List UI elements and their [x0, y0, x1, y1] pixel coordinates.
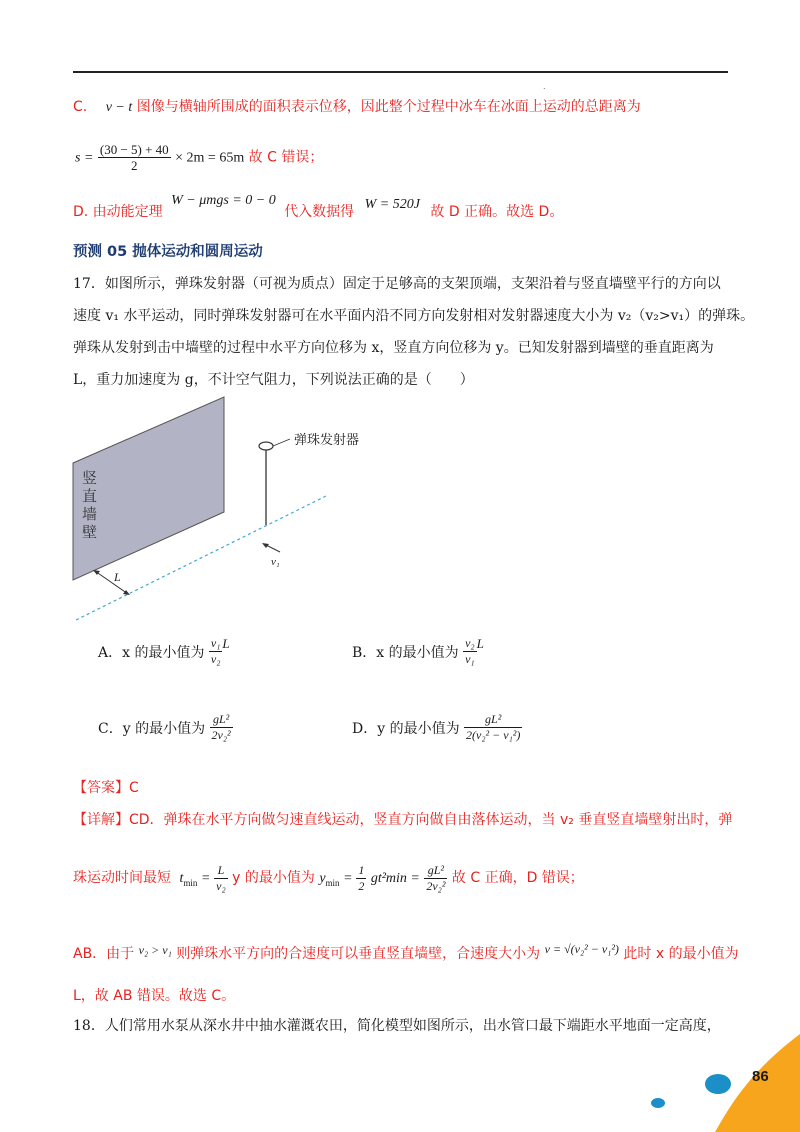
q17-line-2: 速度 v₁ 水平运动，同时弹珠发射器可在水平面内沿不同方向发射相对发射器速度大小为 v₂（v₂>v₁）的弹珠。 [73, 308, 755, 324]
option-b-num: v₂ [465, 636, 475, 650]
y-min-den: 2v₂² [426, 878, 446, 893]
q17-line-1: 17．如图所示，弹珠发射器（可视为质点）固定于足够高的支架顶端，支架沿着与竖直墙壁平行的方向以 [73, 276, 721, 292]
d-result: W = 520J [364, 197, 420, 212]
y-min-num: gL² [424, 863, 447, 879]
detail-line-3b: 则弹珠水平方向的合速度可以垂直竖直墙壁，合速度大小为 [176, 946, 541, 962]
q18-line-1: 18．人们常用水泵从深水井中抽水灌溉农田，简化模型如图所示，出水管口最下端距水平地面一定高度， [73, 1018, 721, 1034]
q17-line-4: L，重力加速度为 g，不计空气阻力，下列说法正确的是（ ） [73, 372, 474, 388]
q17-line-3: 弹珠从发射到击中墙壁的过程中水平方向位移为 x，竖直方向位移为 y。已知发射器到墙壁的垂直距离为 [73, 340, 714, 356]
footer-decoration [620, 1030, 800, 1132]
y-half-num: 1 [358, 862, 365, 877]
option-d-label: D．y 的最小值为 [352, 720, 460, 737]
launcher-label: 弹珠发射器 [294, 433, 360, 448]
option-d-num: gL² [464, 712, 522, 728]
detail-line-3-equation: v = √(v₂² − v₁²) [544, 942, 619, 956]
y-min-lhs: y [319, 871, 326, 886]
detail-line-2 [73, 862, 584, 899]
option-b-fraction [463, 636, 477, 667]
option-a-num: v₁ [210, 636, 221, 650]
option-a-tail: L [222, 635, 230, 651]
solution-d-line [73, 193, 564, 223]
option-a-fraction [209, 636, 223, 667]
launcher-leader-line [273, 439, 290, 446]
option-a-label: A．x 的最小值为 [98, 644, 205, 661]
option-b [352, 636, 484, 667]
option-d-fraction [464, 712, 522, 743]
option-a-den: v₂ [210, 652, 221, 666]
s-lhs: s = [75, 150, 94, 166]
y-min-sub: min [325, 877, 340, 888]
t-min-eq: = [201, 871, 210, 886]
option-b-den: v₁ [465, 652, 475, 666]
c-text: 图像与横轴所围成的面积表示位移，因此整个过程中冰车在冰面上运动的总距离为 [136, 99, 641, 115]
option-b-label: B．x 的最小值为 [352, 644, 459, 661]
y-half-den: 2 [358, 878, 365, 893]
detail-line-2b: y 的最小值为 [232, 870, 315, 886]
wall-launcher-figure [60, 385, 380, 630]
option-a [98, 636, 230, 667]
footer-teal-dot-small [651, 1098, 665, 1108]
s-numerator: (30 − 5) + 40 [99, 142, 169, 157]
s-denominator: 2 [131, 158, 138, 173]
detail-line-3a: AB．由于 [73, 946, 135, 962]
distance-marker [95, 571, 128, 594]
wall-label-char: 直 [82, 487, 98, 505]
detail-line-2c: 故 C 正确，D 错误； [451, 870, 584, 886]
footer-teal-dot-large [705, 1074, 731, 1094]
option-c-fraction [210, 712, 233, 743]
y-mid: gt²min = [370, 871, 420, 886]
section-heading: 预测 05 抛体运动和圆周运动 [73, 244, 263, 260]
detail-line-1: 【详解】CD．弹珠在水平方向做匀速直线运动，竖直方向做自由落体运动，当 v₂ 垂直竖直墙壁射出时，弹 [73, 812, 733, 828]
c-math: v − t [105, 100, 133, 115]
distance-label: L [114, 570, 121, 584]
d-equation: W − μmgs = 0 − 0 [171, 193, 276, 208]
launcher-icon [259, 442, 273, 450]
t-min-num: L [214, 863, 228, 879]
answer-label: 【答案】C [73, 780, 139, 796]
t-min-fraction [214, 863, 228, 894]
option-c [98, 712, 233, 743]
detail-line-3-condition: v₂ > v₁ [138, 943, 172, 957]
option-c-label: C．y 的最小值为 [98, 720, 206, 737]
y-min-fraction [424, 863, 447, 894]
option-b-tail: L [476, 635, 484, 651]
option-d [352, 712, 522, 743]
solution-s-equation [75, 142, 323, 174]
t-min-lhs: t [179, 871, 184, 886]
detail-line-2a: 珠运动时间最短 [73, 870, 171, 886]
detail-line-3 [73, 944, 739, 964]
wall-label-char: 墙 [82, 505, 98, 523]
y-half-fraction [356, 863, 366, 894]
wall-label [82, 469, 97, 541]
detail-line-3c: 此时 x 的最小值为 [623, 946, 739, 962]
s-tail: 故 C 错误； [248, 149, 324, 166]
wall-label-char: 竖 [82, 469, 98, 487]
s-fraction [98, 142, 171, 173]
t-min-sub: min [183, 877, 198, 888]
page-number: 86 [752, 1068, 769, 1085]
c-prefix: C. [73, 99, 88, 115]
option-c-num: gL² [210, 712, 233, 728]
t-min-den: v₂ [216, 878, 226, 893]
solution-c-line [73, 97, 641, 118]
d-tail: 故 D 正确。故选 D。 [430, 204, 564, 220]
d-mid: 代入数据得 [284, 204, 355, 220]
s-rhs: × 2m = 65m [175, 150, 245, 166]
d-prefix: D. 由动能定理 [73, 204, 163, 220]
option-c-den: 2v₂² [211, 728, 231, 742]
header-rule [73, 71, 728, 73]
y-min-eq: = [344, 871, 352, 886]
detail-line-4: L，故 AB 错误。故选 C。 [73, 988, 236, 1004]
velocity-label: v₁ [271, 556, 280, 568]
header-mark: . [543, 82, 546, 91]
wall-label-char: 壁 [82, 523, 98, 541]
option-d-den: 2(v₂² − v₁²) [466, 728, 521, 742]
